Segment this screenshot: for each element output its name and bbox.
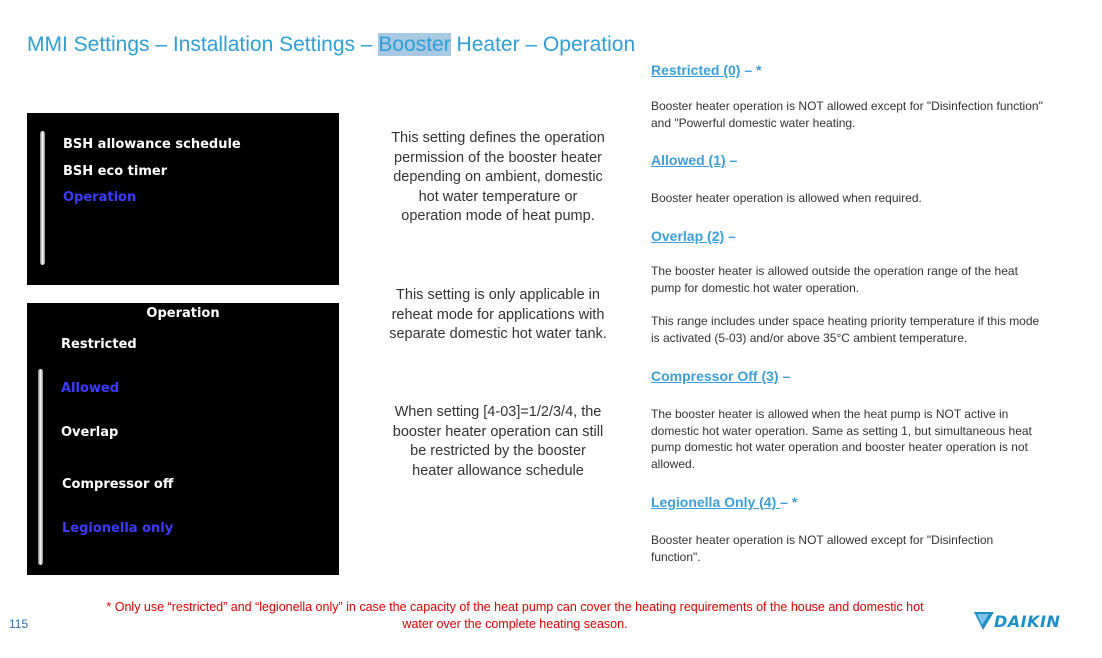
option-desc-legionella-only: Booster heater operation is NOT allowed except for "Disinfection function". bbox=[651, 533, 994, 564]
option-heading-legionella-only bbox=[651, 494, 797, 510]
option-heading-allowed bbox=[651, 152, 737, 168]
option-suffix: – bbox=[724, 228, 736, 244]
menu-item-bsh-eco-timer[interactable]: BSH eco timer bbox=[63, 164, 168, 179]
option-heading-restricted bbox=[651, 62, 761, 78]
title-part-end: Heater – Operation bbox=[450, 33, 636, 56]
option-overlap[interactable]: Overlap bbox=[61, 425, 119, 440]
page-title bbox=[27, 33, 635, 57]
screen-header: Operation bbox=[146, 306, 220, 321]
option-allowed[interactable]: Allowed bbox=[61, 381, 120, 396]
middle-paragraph-1: This setting defines the operation permission of the booster heater depending on ambient, domestic hot water temperature or operation mode of heat pump. bbox=[391, 130, 605, 224]
footnote: * Only use “restricted” and “legionella only” in case the capacity of the heat pump can cover the heating requirements of the house and domestic hot water over the complete heating season. bbox=[106, 600, 924, 631]
option-desc-compressor-off: The booster heater is allowed when the heat pump is NOT active in domestic hot water operation. Same as setting 1, but simultaneous heat pump domestic hot water operation and booster heater operation is not allowed. bbox=[651, 407, 1032, 471]
option-suffix: – bbox=[778, 368, 791, 384]
option-suffix: – bbox=[725, 152, 738, 168]
middle-paragraph-2: This setting is only applicable in reheat mode for applications with separate domestic hot water tank. bbox=[389, 287, 607, 342]
middle-paragraph-3: When setting [4-03]=1/2/3/4, the booster heater operation can still be restricted by the booster heater allowance schedule bbox=[392, 404, 604, 479]
option-label: Legionella Only (4) bbox=[651, 494, 781, 510]
option-label: Allowed (1) bbox=[651, 152, 726, 168]
option-suffix: – * bbox=[780, 494, 798, 510]
option-suffix: – * bbox=[740, 62, 762, 78]
option-heading-compressor-off bbox=[651, 368, 790, 384]
daikin-logo-icon bbox=[974, 611, 996, 631]
option-compressor-off[interactable]: Compressor off bbox=[62, 477, 174, 492]
option-desc-overlap-2: This range includes under space heating priority temperature if this mode is activated (5-03) and/or above 35°C ambient temperature. bbox=[651, 314, 1040, 345]
option-label: Overlap (2) bbox=[651, 228, 725, 244]
option-desc-overlap: The booster heater is allowed outside the operation range of the heat pump for domestic hot water operation. bbox=[651, 264, 1018, 295]
scrollbar[interactable] bbox=[40, 131, 45, 265]
option-restricted[interactable]: Restricted bbox=[61, 337, 137, 352]
mmi-screen-operation bbox=[27, 303, 339, 575]
page-number: 115 bbox=[9, 617, 29, 631]
daikin-logo-text: DAIKIN bbox=[994, 612, 1061, 631]
option-legionella-only[interactable]: Legionella only bbox=[62, 521, 174, 536]
title-part: MMI Settings – Installation Settings – bbox=[27, 33, 379, 56]
title-highlight: Booster bbox=[378, 33, 451, 56]
mmi-screen-menu bbox=[27, 113, 339, 285]
option-desc-restricted: Booster heater operation is NOT allowed except for "Disinfection function" and "Powerful domestic water heating. bbox=[651, 99, 1043, 130]
option-desc-allowed: Booster heater operation is allowed when required. bbox=[651, 191, 922, 205]
option-label: Compressor Off (3) bbox=[651, 368, 779, 384]
option-heading-overlap bbox=[651, 228, 736, 244]
option-label: Restricted (0) bbox=[651, 62, 741, 78]
scrollbar[interactable] bbox=[38, 369, 43, 565]
menu-item-operation[interactable]: Operation bbox=[63, 190, 137, 205]
menu-item-bsh-allowance[interactable]: BSH allowance schedule bbox=[63, 137, 241, 152]
